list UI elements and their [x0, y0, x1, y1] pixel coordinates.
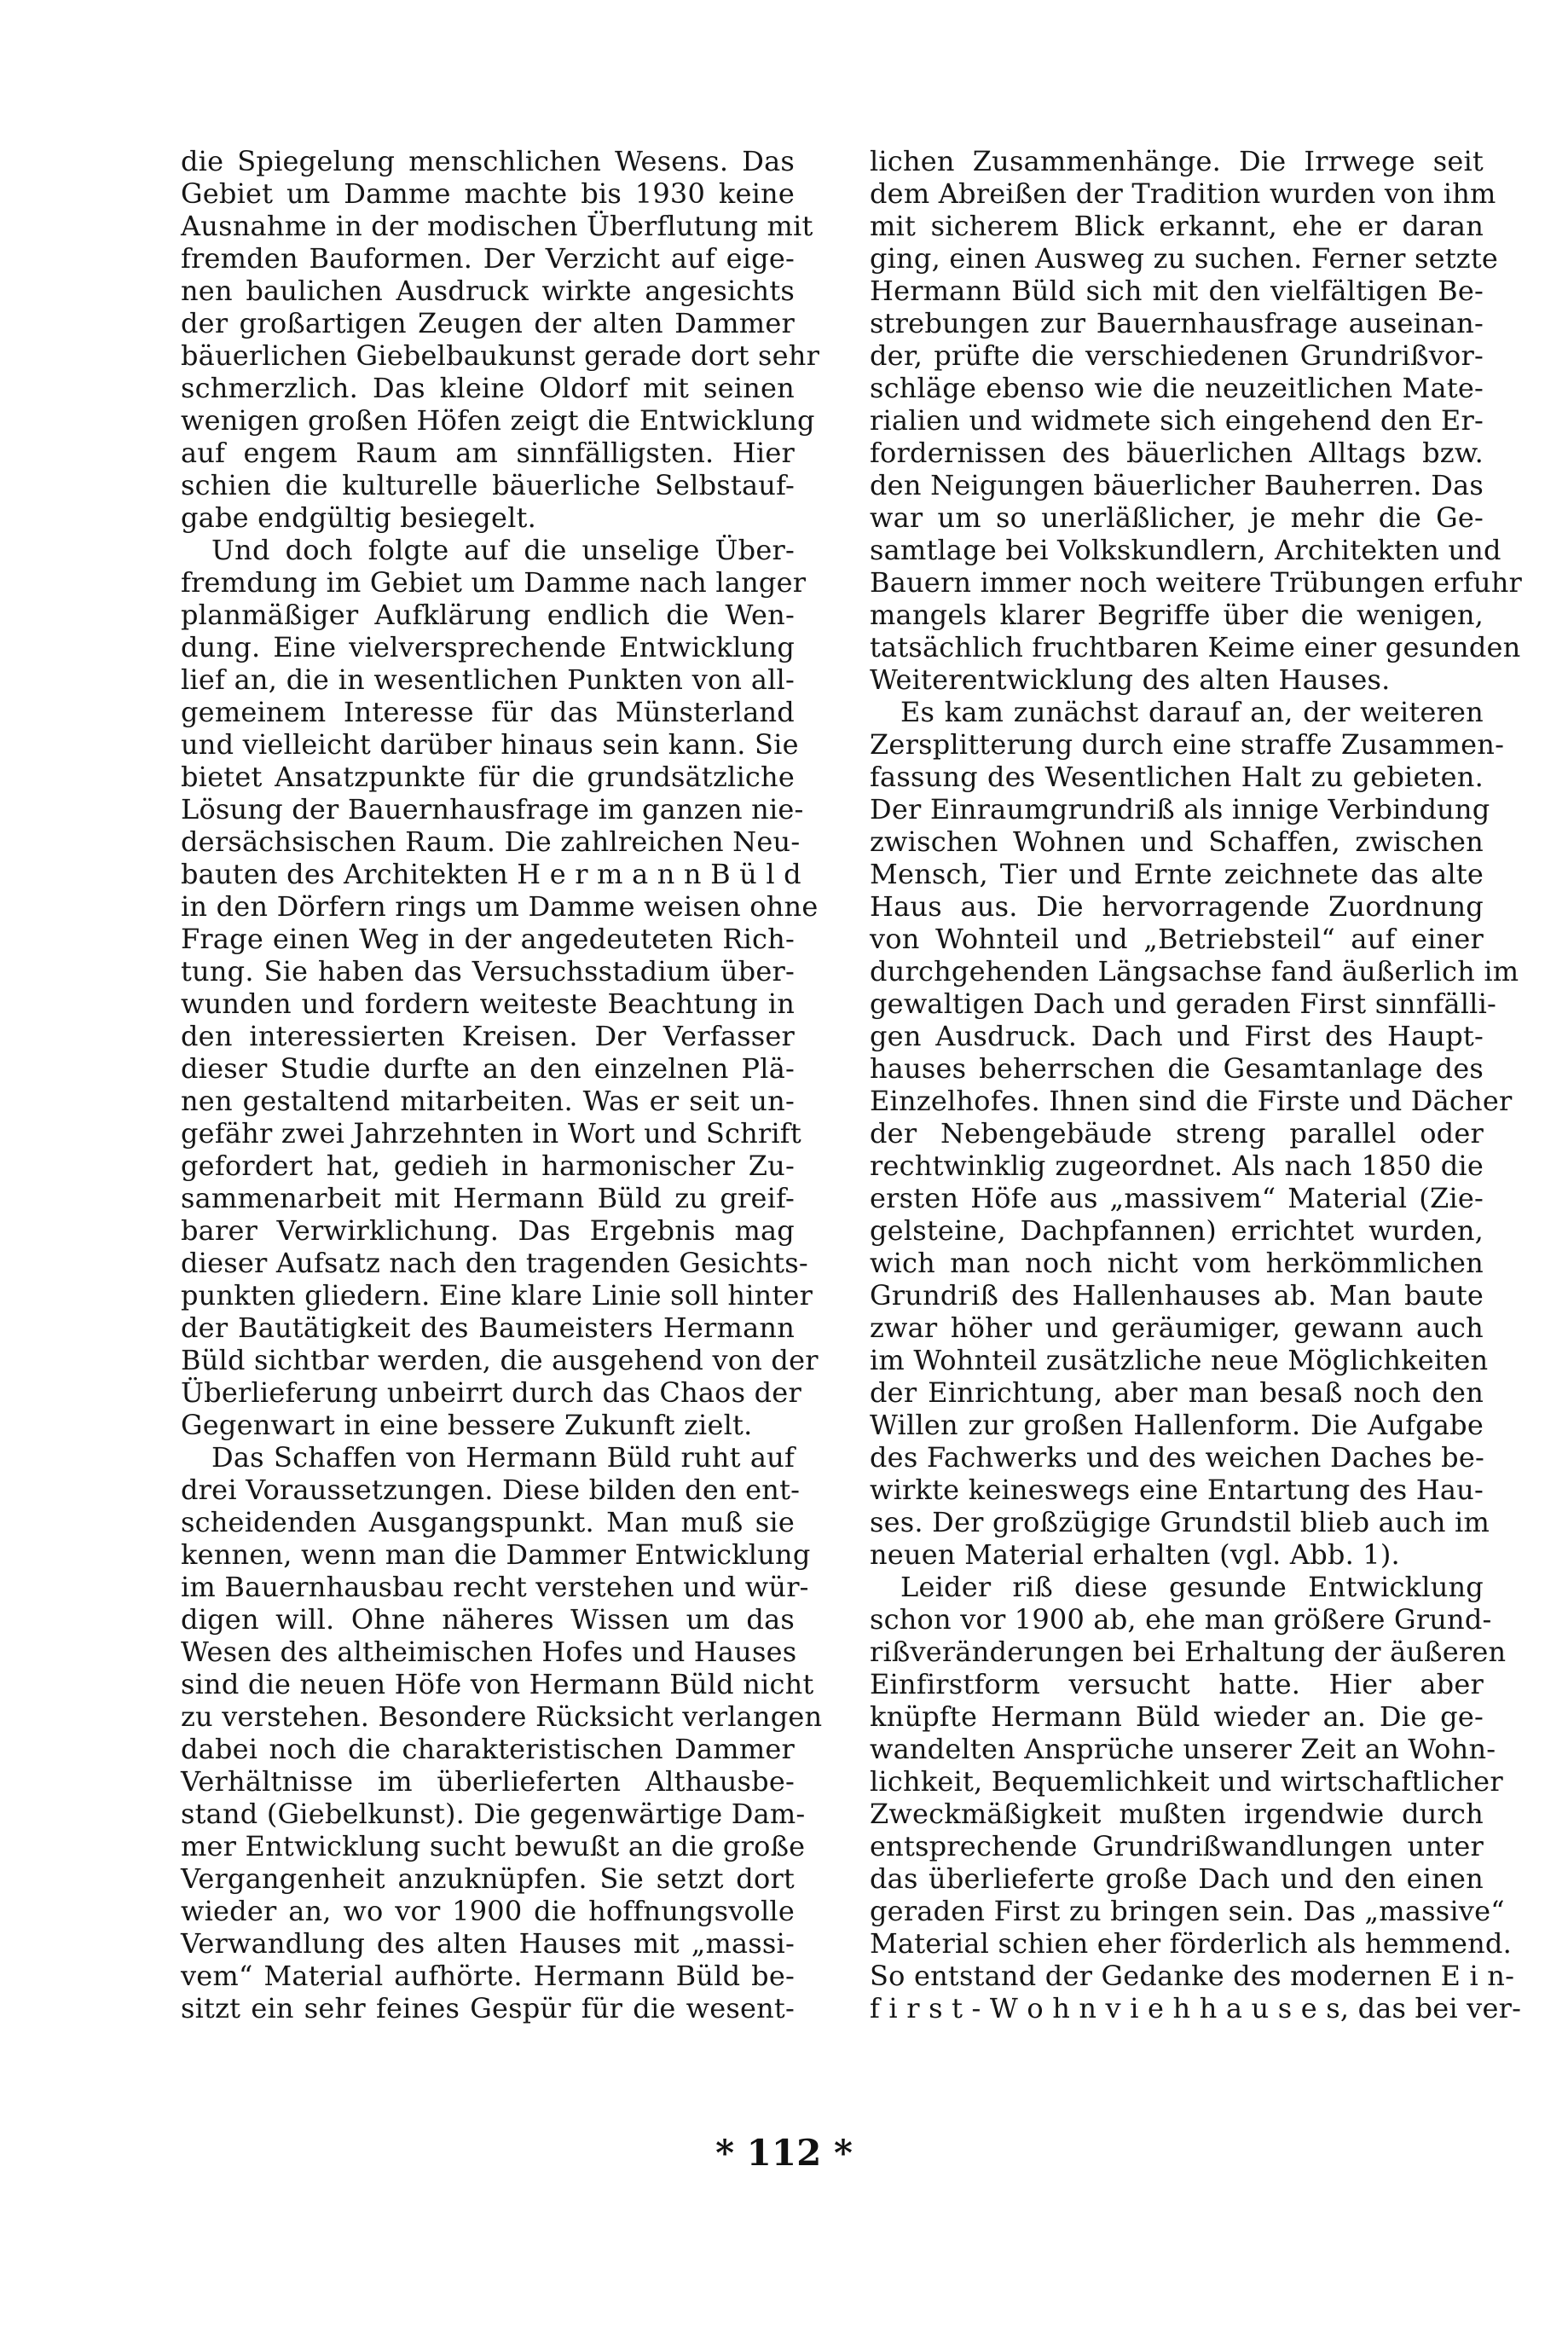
text-line: gen Ausdruck. Dach und First des Haupt-	[870, 1020, 1484, 1052]
text-line: gewaltigen Dach und geraden First sinnfälli-	[870, 987, 1497, 1020]
text-line: rechtwinklig zugeordnet. Als nach 1850 die	[870, 1150, 1484, 1182]
text-line: Lösung der Bauernhausfrage im ganzen nie-	[181, 793, 804, 825]
text-line: der Einrichtung, aber man besaß noch den	[870, 1376, 1484, 1409]
paragraph-start-line: Leider riß diese gesunde Entwicklung	[900, 1571, 1484, 1603]
text-line: gefähr zwei Jahrzehnten in Wort und Schrift	[181, 1117, 801, 1150]
text-line: lichen Zusammenhänge. Die Irrwege seit	[870, 145, 1484, 177]
text-line: Frage einen Weg in der angedeuteten Rich-	[181, 923, 795, 955]
text-line: in den Dörfern rings um Damme weisen ohne	[181, 890, 819, 923]
text-column-left	[181, 145, 823, 2024]
text-line: im Bauernhausbau recht verstehen und wür-	[181, 1571, 809, 1603]
text-line: dung. Eine vielversprechende Entwicklung	[181, 631, 795, 663]
text-line: tung. Sie haben das Versuchsstadium über-	[181, 955, 795, 987]
text-line: wirkte keineswegs eine Entartung des Hau-	[870, 1474, 1484, 1506]
text-line: sind die neuen Höfe von Hermann Büld nicht	[181, 1668, 814, 1700]
text-line: sitzt ein sehr feines Gespür für die wesent-	[181, 1992, 795, 2024]
text-line: nen baulichen Ausdruck wirkte angesichts	[181, 275, 795, 307]
text-line: bietet Ansatzpunkte für die grundsätzliche	[181, 761, 795, 793]
text-line: bauten des Architekten H e r m a n n B ü l d	[181, 858, 801, 890]
text-line: samtlage bei Volkskundlern, Architekten und	[870, 534, 1501, 566]
text-line: des Fachwerks und des weichen Daches be-	[870, 1441, 1484, 1474]
text-line: der großartigen Zeugen der alten Dammer	[181, 307, 795, 339]
text-line: ging, einen Ausweg zu suchen. Ferner setzte	[870, 242, 1499, 275]
text-line: Einzelhofes. Ihnen sind die Firste und Dächer	[870, 1085, 1513, 1117]
text-line: Zersplitterung durch eine straffe Zusammen-	[870, 728, 1505, 761]
text-line: schien die kulturelle bäuerliche Selbstauf-	[181, 469, 795, 501]
text-line: knüpfte Hermann Büld wieder an. Die ge-	[870, 1700, 1484, 1733]
text-line: auf engem Raum am sinnfälligsten. Hier	[181, 437, 795, 469]
text-line: Material schien eher förderlich als hemmend.	[870, 1927, 1512, 1960]
text-line: digen will. Ohne näheres Wissen um das	[181, 1603, 795, 1636]
text-line: zwar höher und geräumiger, gewann auch	[870, 1312, 1484, 1344]
text-line: dem Abreißen der Tradition wurden von ihm	[870, 177, 1496, 210]
paragraph-start-line: Es kam zunächst darauf an, der weiteren	[900, 696, 1484, 728]
text-line: Hermann Büld sich mit den vielfältigen Be-	[870, 275, 1484, 307]
text-line: Gegenwart in eine bessere Zukunft zielt.	[181, 1409, 753, 1441]
text-line: kennen, wenn man die Dammer Entwicklung	[181, 1538, 811, 1571]
text-line: bäuerlichen Giebelbaukunst gerade dort sehr	[181, 339, 820, 372]
text-line: der, prüfte die verschiedenen Grundrißvor-	[870, 339, 1484, 372]
text-line: zu verstehen. Besondere Rücksicht verlangen	[181, 1700, 823, 1733]
text-line: Grundriß des Hallenhauses ab. Man baute	[870, 1279, 1484, 1312]
text-line: Einfirstform versucht hatte. Hier aber	[870, 1668, 1484, 1700]
text-line: mer Entwicklung sucht bewußt an die große	[181, 1830, 806, 1862]
text-line: stand (Giebelkunst). Die gegenwärtige Dam-	[181, 1798, 806, 1830]
text-line: Ausnahme in der modischen Überflutung mit	[181, 210, 813, 242]
text-line: Haus aus. Die hervorragende Zuordnung	[870, 890, 1484, 923]
text-line: Mensch, Tier und Ernte zeichnete das alte	[870, 858, 1484, 890]
text-line: Zweckmäßigkeit mußten irgendwie durch	[870, 1798, 1484, 1830]
text-line: neuen Material erhalten (vgl. Abb. 1).	[870, 1538, 1400, 1571]
text-line: sammenarbeit mit Hermann Büld zu greif-	[181, 1182, 795, 1214]
text-line: lichkeit, Bequemlichkeit und wirtschaftlicher	[870, 1765, 1503, 1798]
text-line: durchgehenden Längsachse fand äußerlich im	[870, 955, 1519, 987]
paragraph-start-line: Und doch folgte auf die unselige Über-	[211, 534, 795, 566]
text-line: nen gestaltend mitarbeiten. Was er seit un-	[181, 1085, 795, 1117]
text-line: den interessierten Kreisen. Der Verfasser	[181, 1020, 795, 1052]
text-line: der Nebengebäude streng parallel oder	[870, 1117, 1484, 1150]
text-line: drei Voraussetzungen. Diese bilden den ent-	[181, 1474, 801, 1506]
text-line: Willen zur großen Hallenform. Die Aufgabe	[870, 1409, 1484, 1441]
text-line: schmerzlich. Das kleine Oldorf mit seinen	[181, 372, 795, 404]
paragraph-start-line: Das Schaffen von Hermann Büld ruht auf	[211, 1441, 795, 1474]
page-number: * 112 *	[715, 2132, 853, 2174]
text-line: fremden Bauformen. Der Verzicht auf eige-	[181, 242, 795, 275]
text-line: rißveränderungen bei Erhaltung der äußeren	[870, 1636, 1507, 1668]
text-line: scheidenden Ausgangspunkt. Man muß sie	[181, 1506, 795, 1538]
text-line: gabe endgültig besiegelt.	[181, 501, 536, 534]
text-line: So entstand der Gedanke des modernen E i n-	[870, 1960, 1515, 1992]
text-line: im Wohnteil zusätzliche neue Möglichkeiten	[870, 1344, 1489, 1376]
text-line: tatsächlich fruchtbaren Keime einer gesunden	[870, 631, 1521, 663]
text-line: f i r s t - W o h n v i e h h a u s e s, das bei ver-	[870, 1992, 1522, 2024]
text-line: dieser Aufsatz nach den tragenden Gesichts-	[181, 1247, 808, 1279]
text-line: schon vor 1900 ab, ehe man größere Grund-	[870, 1603, 1492, 1636]
text-line: wenigen großen Höfen zeigt die Entwicklung	[181, 404, 815, 437]
text-line: ses. Der großzügige Grundstil blieb auch im	[870, 1506, 1490, 1538]
text-line: von Wohnteil und „Betriebsteil“ auf einer	[870, 923, 1484, 955]
text-line: wieder an, wo vor 1900 die hoffnungsvolle	[181, 1895, 795, 1927]
text-line: gelsteine, Dachpfannen) errichtet wurden,	[870, 1214, 1484, 1247]
text-line: Überlieferung unbeirrt durch das Chaos der	[181, 1376, 801, 1409]
text-line: dersächsischen Raum. Die zahlreichen Neu-	[181, 825, 801, 858]
text-line: Vergangenheit anzuknüpfen. Sie setzt dort	[181, 1862, 795, 1895]
text-line: wunden und fordern weiteste Beachtung in	[181, 987, 795, 1020]
text-line: ersten Höfe aus „massivem“ Material (Zie-	[870, 1182, 1484, 1214]
text-line: rialien und widmete sich eingehend den Er-	[870, 404, 1484, 437]
text-line: barer Verwirklichung. Das Ergebnis mag	[181, 1214, 795, 1247]
text-line: Wesen des altheimischen Hofes und Hauses	[181, 1636, 797, 1668]
text-line: Büld sichtbar werden, die ausgehend von der	[181, 1344, 819, 1376]
text-line: fordernissen des bäuerlichen Alltags bzw.	[870, 437, 1484, 469]
text-line: Verhältnisse im überlieferten Althausbe-	[181, 1765, 795, 1798]
text-line: fremdung im Gebiet um Damme nach langer	[181, 566, 807, 599]
text-line: entsprechende Grundrißwandlungen unter	[870, 1830, 1484, 1862]
text-line: dieser Studie durfte an den einzelnen Plä-	[181, 1052, 795, 1085]
text-line: Verwandlung des alten Hauses mit „massi-	[181, 1927, 795, 1960]
text-line: gemeinem Interesse für das Münsterland	[181, 696, 795, 728]
text-line: zwischen Wohnen und Schaffen, zwischen	[870, 825, 1484, 858]
text-line: den Neigungen bäuerlicher Bauherren. Das	[870, 469, 1484, 501]
text-line: Gebiet um Damme machte bis 1930 keine	[181, 177, 795, 210]
text-line: schläge ebenso wie die neuzeitlichen Mate-	[870, 372, 1484, 404]
text-line: das überlieferte große Dach und den einen	[870, 1862, 1484, 1895]
text-line: mit sicherem Blick erkannt, ehe er daran	[870, 210, 1484, 242]
text-line: die Spiegelung menschlichen Wesens. Das	[181, 145, 795, 177]
text-line: war um so unerläßlicher, je mehr die Ge-	[870, 501, 1484, 534]
text-line: Bauern immer noch weitere Trübungen erfuhr	[870, 566, 1523, 599]
text-column-right	[870, 145, 1523, 2024]
text-line: hauses beherrschen die Gesamtanlage des	[870, 1052, 1484, 1085]
text-line: dabei noch die charakteristischen Dammer	[181, 1733, 795, 1765]
text-line: und vielleicht darüber hinaus sein kann. Sie	[181, 728, 799, 761]
text-line: fassung des Wesentlichen Halt zu gebieten.	[870, 761, 1484, 793]
text-line: vem“ Material aufhörte. Hermann Büld be-	[181, 1960, 795, 1992]
text-line: mangels klarer Begriffe über die wenigen,	[870, 599, 1484, 631]
text-line: strebungen zur Bauernhausfrage auseinan-	[870, 307, 1484, 339]
text-line: der Bautätigkeit des Baumeisters Hermann	[181, 1312, 795, 1344]
text-line: punkten gliedern. Eine klare Linie soll hinter	[181, 1279, 813, 1312]
text-line: gefordert hat, gedieh in harmonischer Zu-	[181, 1150, 795, 1182]
text-line: lief an, die in wesentlichen Punkten von all-	[181, 663, 795, 696]
text-line: Der Einraumgrundriß als innige Verbindung	[870, 793, 1490, 825]
text-line: Weiterentwicklung des alten Hauses.	[870, 663, 1391, 696]
text-line: wich man noch nicht vom herkömmlichen	[870, 1247, 1484, 1279]
text-line: geraden First zu bringen sein. Das „massive“	[870, 1895, 1505, 1927]
text-line: wandelten Ansprüche unserer Zeit an Wohn-	[870, 1733, 1496, 1765]
text-line: planmäßiger Aufklärung endlich die Wen-	[181, 599, 795, 631]
